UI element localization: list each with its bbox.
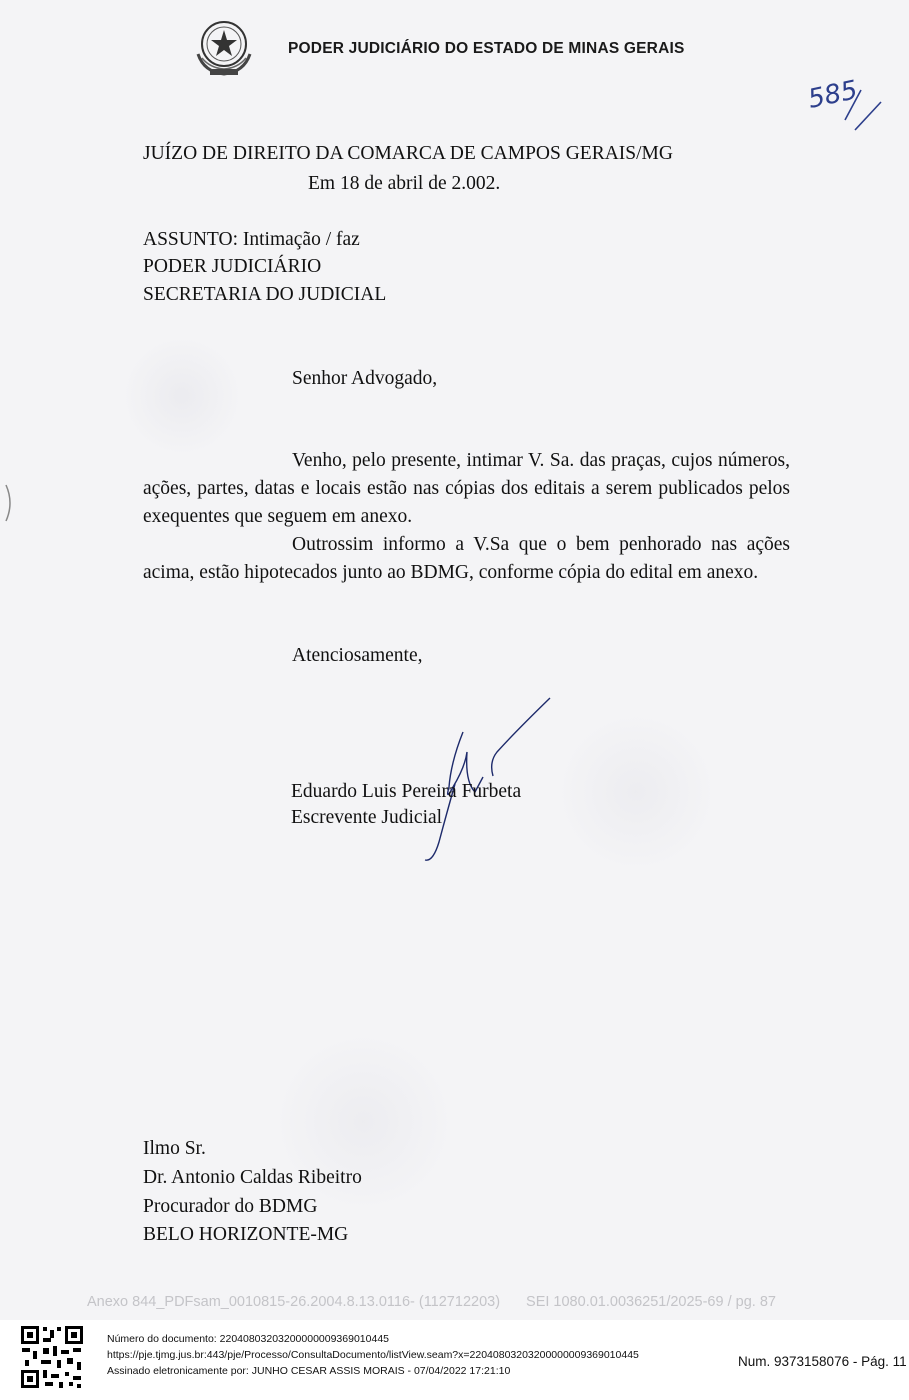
closing: Atenciosamente, [292, 645, 423, 666]
signer-name: Eduardo Luis Pereira Furbeta [291, 781, 522, 802]
addressee-name: Dr. Antonio Caldas Ribeitro [143, 1167, 362, 1188]
electronic-signature: Assinado eletronicamente por: JUNHO CESAR ASSIS MORAIS - 07/04/2022 17:21:10 [107, 1365, 511, 1377]
secretariat-line: SECRETARIA DO JUDICIAL [143, 284, 387, 305]
body-paragraph: Venho, pelo presente, intimar V. Sa. das praças, cujos números, ações, partes, datas e locais estão nas cópias dos editais a serem publicados pelos exequentes que seguem em anexo. [143, 450, 790, 527]
handwritten-page-number: 585 [805, 75, 861, 115]
letter-date: Em 18 de abril de 2.002. [308, 173, 501, 194]
stamp-attachment-ref: Anexo 844_PDFsam_0010815-26.2004.8.13.0116- (112712203) [87, 1294, 501, 1310]
stamp-process-ref: SEI 1080.01.0036251/2025-69 / pg. 87 [526, 1294, 776, 1310]
court-heading: JUÍZO DE DIREITO DA COMARCA DE CAMPOS GERAIS/MG [143, 143, 673, 164]
sei-stamp [87, 1294, 776, 1310]
letterhead-title: PODER JUDICIÁRIO DO ESTADO DE MINAS GERAIS [288, 40, 685, 57]
salutation: Senhor Advogado, [292, 368, 438, 389]
addressee-city: BELO HORIZONTE-MG [143, 1224, 349, 1245]
body-paragraph: Outrossim informo a V.Sa que o bem penhorado nas ações acima, estão hipotecados junto ao BDMG, conforme cópia do edital em anexo. [143, 534, 790, 583]
department-line: PODER JUDICIÁRIO [143, 256, 322, 277]
footer-metadata [107, 1331, 639, 1379]
handwritten-strokes [815, 80, 885, 140]
binding-mark [2, 483, 16, 523]
addressee-title: Ilmo Sr. [143, 1138, 206, 1159]
document-url[interactable]: https://pje.tjmg.jus.br:443/pje/Processo/ConsultaDocumento/listView.seam?x=22040803203200000009369010445 [107, 1349, 639, 1361]
signer-role: Escrevente Judicial [291, 807, 443, 828]
page-reference: Num. 9373158076 - Pág. 11 [738, 1354, 907, 1369]
document-number: Número do documento: 22040803203200000009369010445 [107, 1333, 389, 1345]
addressee-position: Procurador do BDMG [143, 1196, 318, 1217]
coat-of-arms-icon [190, 14, 258, 78]
subject-line: ASSUNTO: Intimação / faz [143, 229, 360, 250]
qr-code-icon [19, 1324, 85, 1390]
